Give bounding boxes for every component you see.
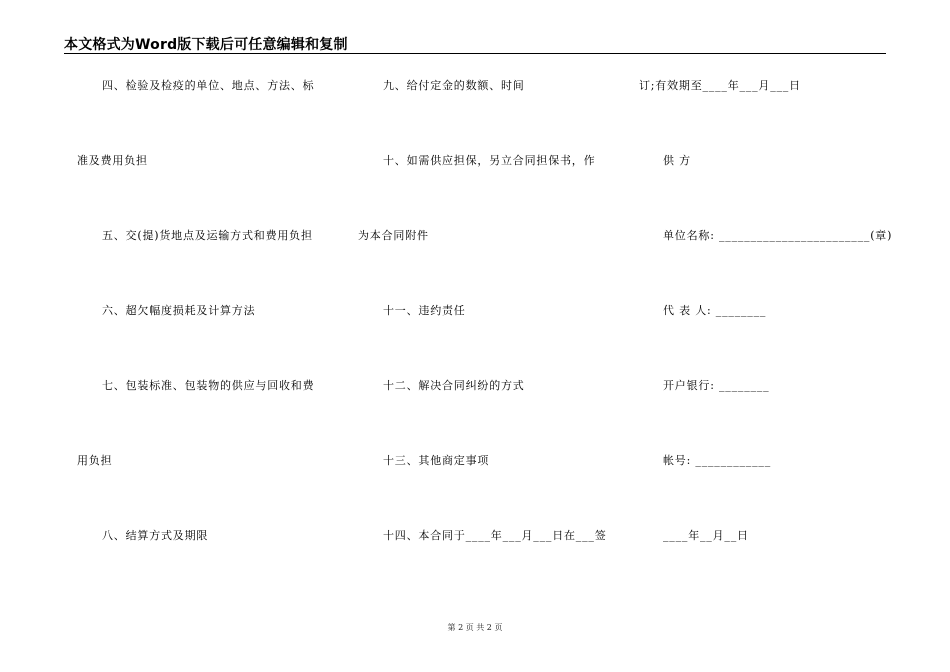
middle-line-4: 十一、违约责任 <box>383 304 466 317</box>
middle-line-6: 十三、其他商定事项 <box>383 454 490 467</box>
right-line-1: 订;有效期至____年___月___日 <box>639 79 801 92</box>
right-line-5: 开户银行: ________ <box>663 379 770 392</box>
right-line-6: 帐号: ____________ <box>663 454 772 467</box>
right-line-3: 单位名称: ________________________(章) <box>663 229 893 242</box>
document-header-title: 本文格式为Word版下载后可任意编辑和复制 <box>64 37 348 53</box>
right-line-2: 供 方 <box>663 154 691 167</box>
header-divider <box>64 53 886 54</box>
left-line-1: 四、检验及检疫的单位、地点、方法、标 <box>102 79 315 92</box>
middle-line-7: 十四、本合同于____年___月___日在___签 <box>383 529 607 542</box>
right-line-7: ____年__月__日 <box>663 529 749 542</box>
middle-line-5: 十二、解决合同纠纷的方式 <box>383 379 525 392</box>
left-line-2: 准及费用负担 <box>77 154 148 167</box>
left-line-7: 八、结算方式及期限 <box>102 529 209 542</box>
middle-line-1: 九、给付定金的数额、时间 <box>383 79 525 92</box>
right-line-4: 代 表 人: ________ <box>663 304 767 317</box>
middle-line-3: 为本合同附件 <box>358 229 429 242</box>
left-line-4: 六、超欠幅度损耗及计算方法 <box>102 304 256 317</box>
left-line-6: 用负担 <box>77 454 113 467</box>
left-line-3: 五、交(提)货地点及运输方式和费用负担 <box>102 229 313 242</box>
left-line-5: 七、包装标准、包装物的供应与回收和费 <box>102 379 315 392</box>
middle-line-2: 十、如需供应担保，另立合同担保书，作 <box>383 154 596 167</box>
page-number-footer: 第 2 页 共 2 页 <box>447 623 503 632</box>
